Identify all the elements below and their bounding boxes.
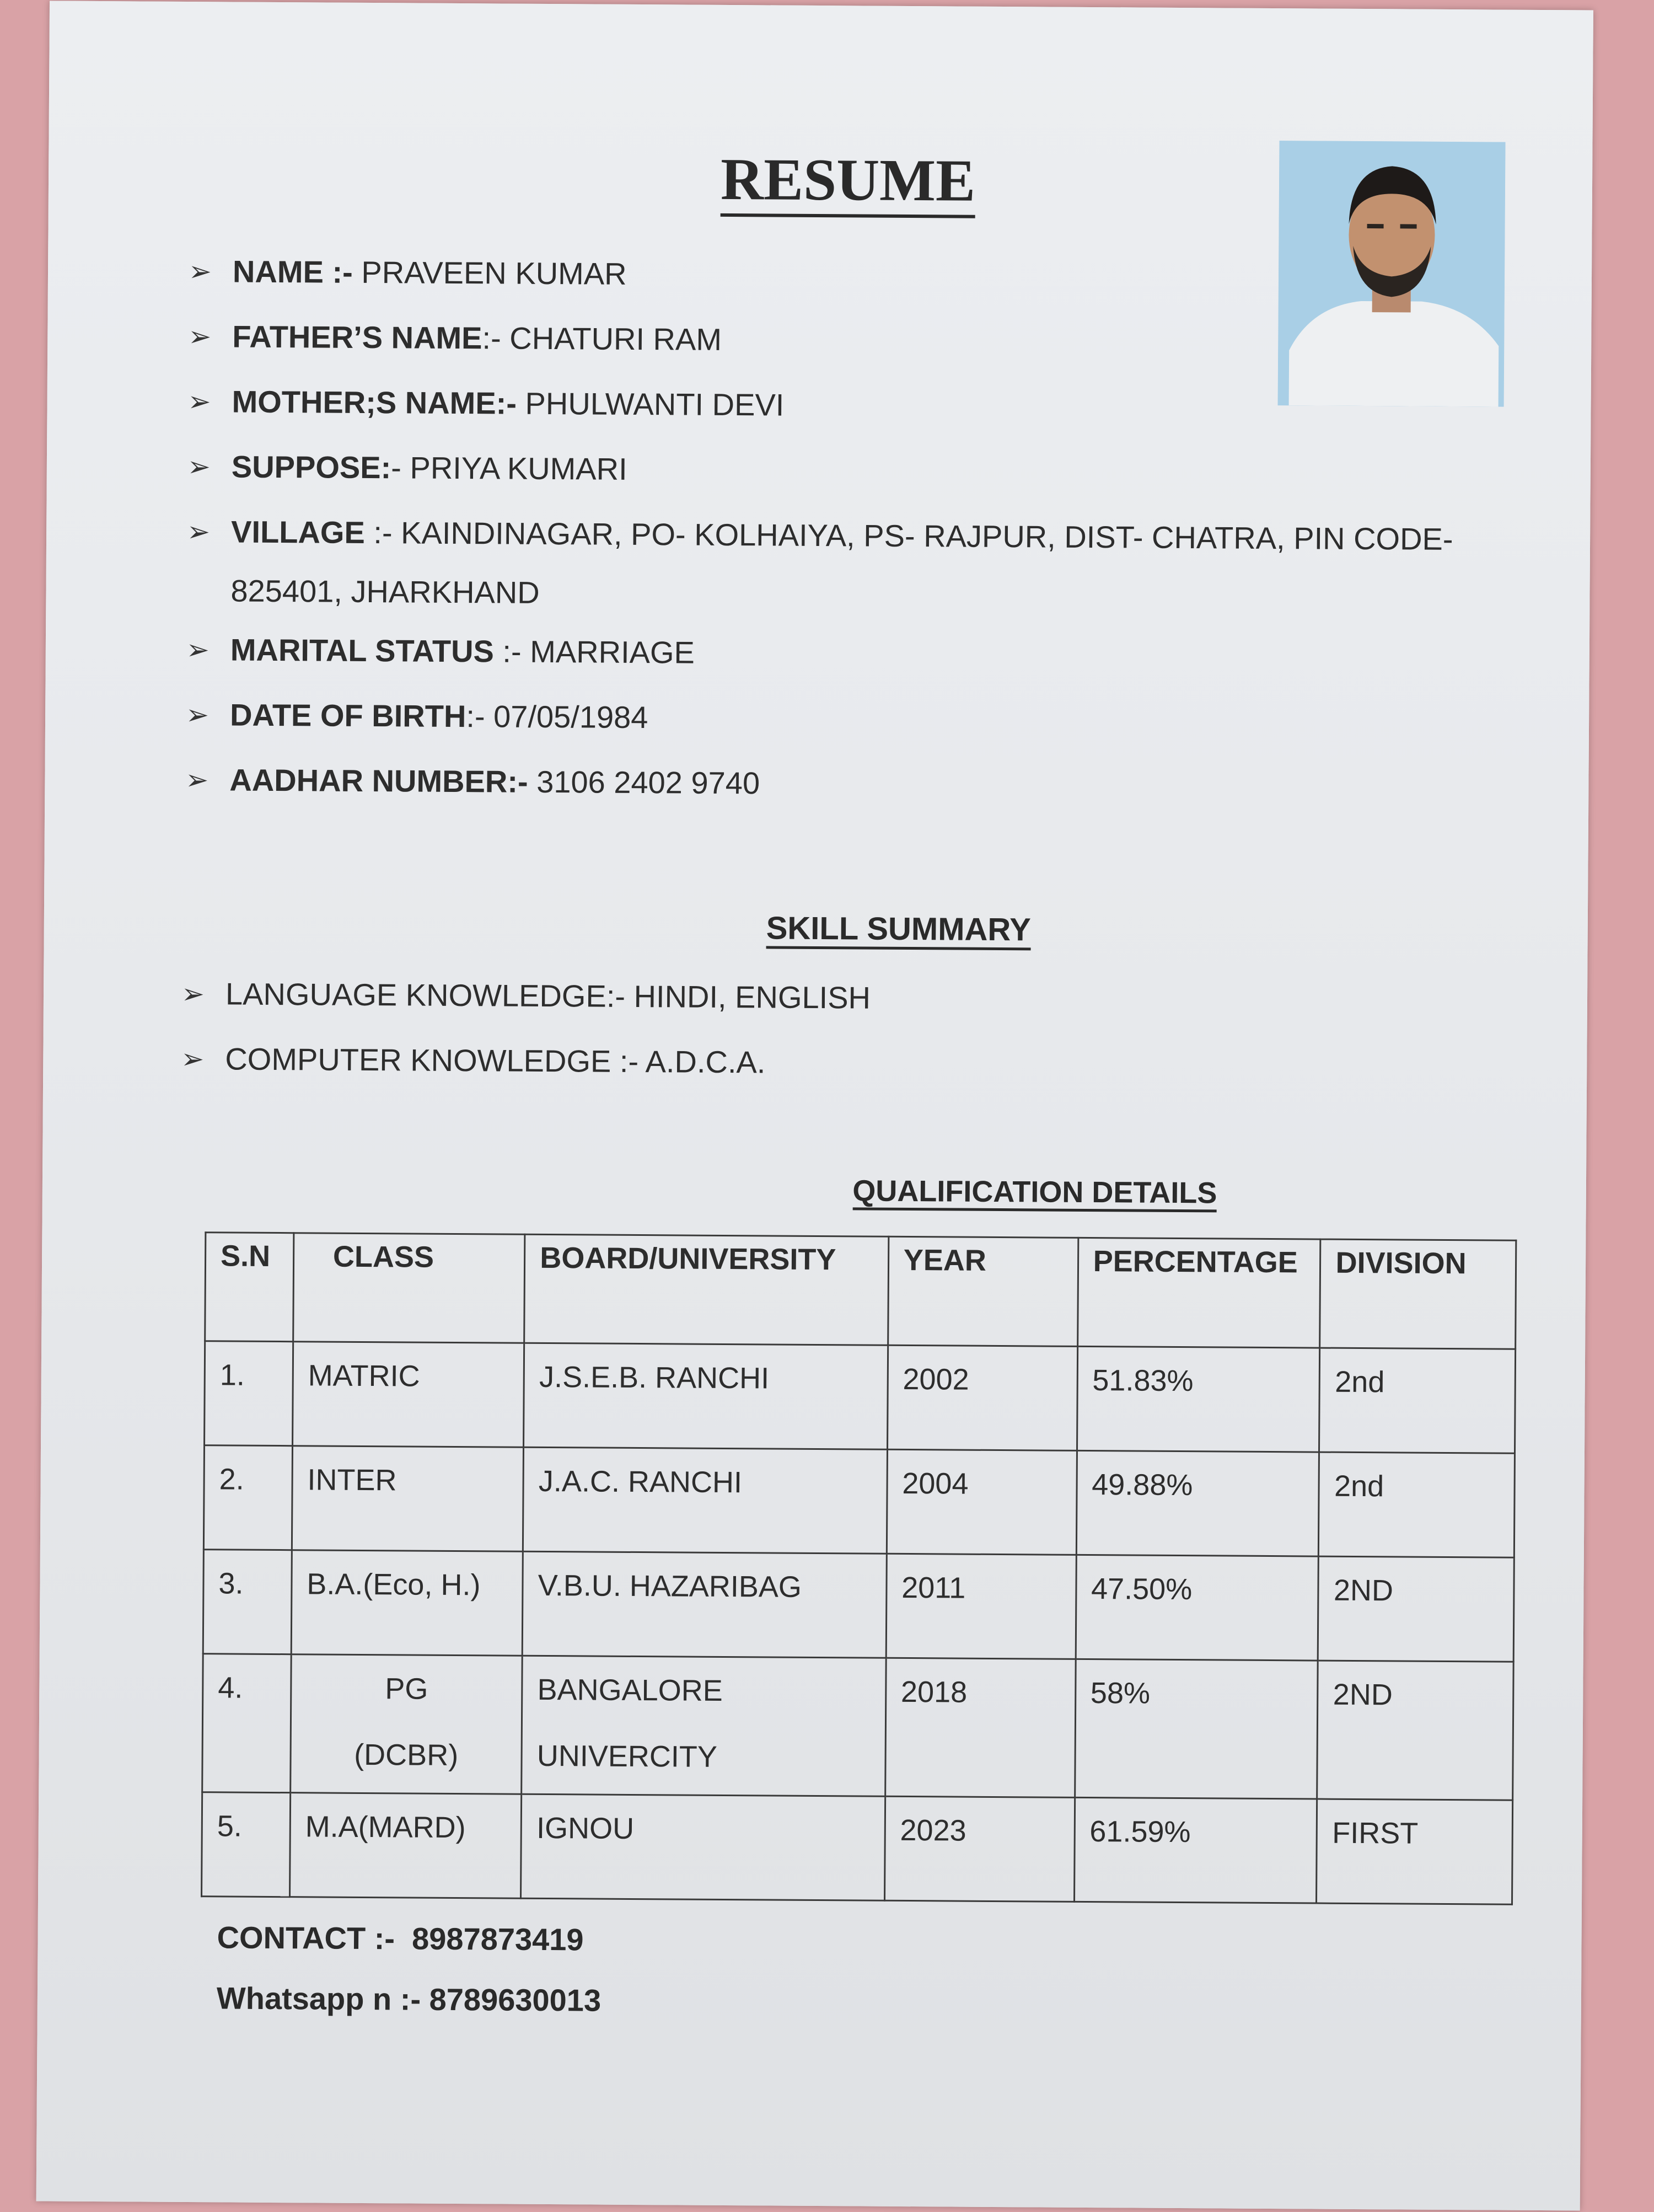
qualification-heading: QUALIFICATION DETAILS [263, 1170, 1654, 1214]
arrow-bullet-icon: ➢ [181, 978, 205, 1010]
detail-village: ➢ VILLAGE :- KAINDINAGAR, PO- KOLHAIYA, PS- RAJPUR, DIST- CHATRA, PIN CODE- 825401, JHARKHAND [186, 499, 1538, 625]
arrow-bullet-icon: ➢ [181, 1043, 205, 1075]
qualification-table [201, 1231, 1517, 1905]
personal-details-list [185, 239, 1539, 821]
table-row: 4. PG (DCBR) BANGALORE UNIVERCITY 2018 58% 2ND [202, 1654, 1513, 1801]
detail-spouse: ➢ SUPPOSE:- PRIYA KUMARI [187, 434, 1539, 507]
col-header-class: CLASS [293, 1233, 525, 1343]
detail-marital-status: ➢ MARITAL STATUS :- MARRIAGE [186, 617, 1537, 690]
detail-dob: ➢ DATE OF BIRTH:- 07/05/1984 [186, 682, 1537, 756]
table-row: 5. M.A(MARD) IGNOU 2023 61.59% FIRST [202, 1792, 1513, 1905]
arrow-bullet-icon: ➢ [186, 516, 211, 548]
resume-page [36, 1, 1593, 2210]
detail-aadhar: ➢ AADHAR NUMBER:- 3106 2402 9740 [185, 747, 1537, 821]
arrow-bullet-icon: ➢ [186, 634, 210, 666]
arrow-bullet-icon: ➢ [187, 451, 211, 483]
col-header-division: DIVISION [1320, 1239, 1516, 1349]
table-row: 2. INTER J.A.C. RANCHI 2004 49.88% 2nd [203, 1445, 1515, 1558]
contact-info [217, 1907, 602, 2031]
col-header-board: BOARD/UNIVERSITY [524, 1234, 889, 1345]
contact-phone: CONTACT :- 8987873419 [217, 1920, 584, 1957]
whatsapp-number: Whatsapp n :- 8789630013 [216, 1980, 602, 2018]
skill-summary-heading: SKILL SUMMARY [127, 906, 1654, 952]
table-header-row [205, 1233, 1516, 1349]
page-title: RESUME [76, 142, 1620, 219]
skill-language: ➢ LANGUAGE KNOWLEDGE:- HINDI, ENGLISH [181, 961, 1505, 1035]
detail-mother-name: ➢ MOTHER;S NAME:- PHULWANTI DEVI [187, 369, 1539, 442]
skill-computer: ➢ COMPUTER KNOWLEDGE :- A.D.C.A. [181, 1026, 1505, 1100]
table-row: 3. B.A.(Eco, H.) V.B.U. HAZARIBAG 2011 47.50% 2ND [203, 1550, 1514, 1662]
arrow-bullet-icon: ➢ [185, 699, 210, 731]
arrow-bullet-icon: ➢ [187, 385, 211, 417]
arrow-bullet-icon: ➢ [188, 320, 212, 352]
detail-name: ➢ NAME :- PRAVEEN KUMAR [189, 239, 1540, 312]
col-header-percentage: PERCENTAGE [1077, 1238, 1320, 1348]
col-header-year: YEAR [888, 1236, 1078, 1346]
skills-list [181, 961, 1505, 1100]
arrow-bullet-icon: ➢ [185, 764, 209, 796]
table-row: 1. MATRIC J.S.E.B. RANCHI 2002 51.83% 2nd [205, 1341, 1516, 1454]
arrow-bullet-icon: ➢ [188, 255, 212, 287]
col-header-sn: S.N [205, 1233, 294, 1342]
detail-father-name: ➢ FATHER’S NAME:- CHATURI RAM [188, 304, 1539, 377]
